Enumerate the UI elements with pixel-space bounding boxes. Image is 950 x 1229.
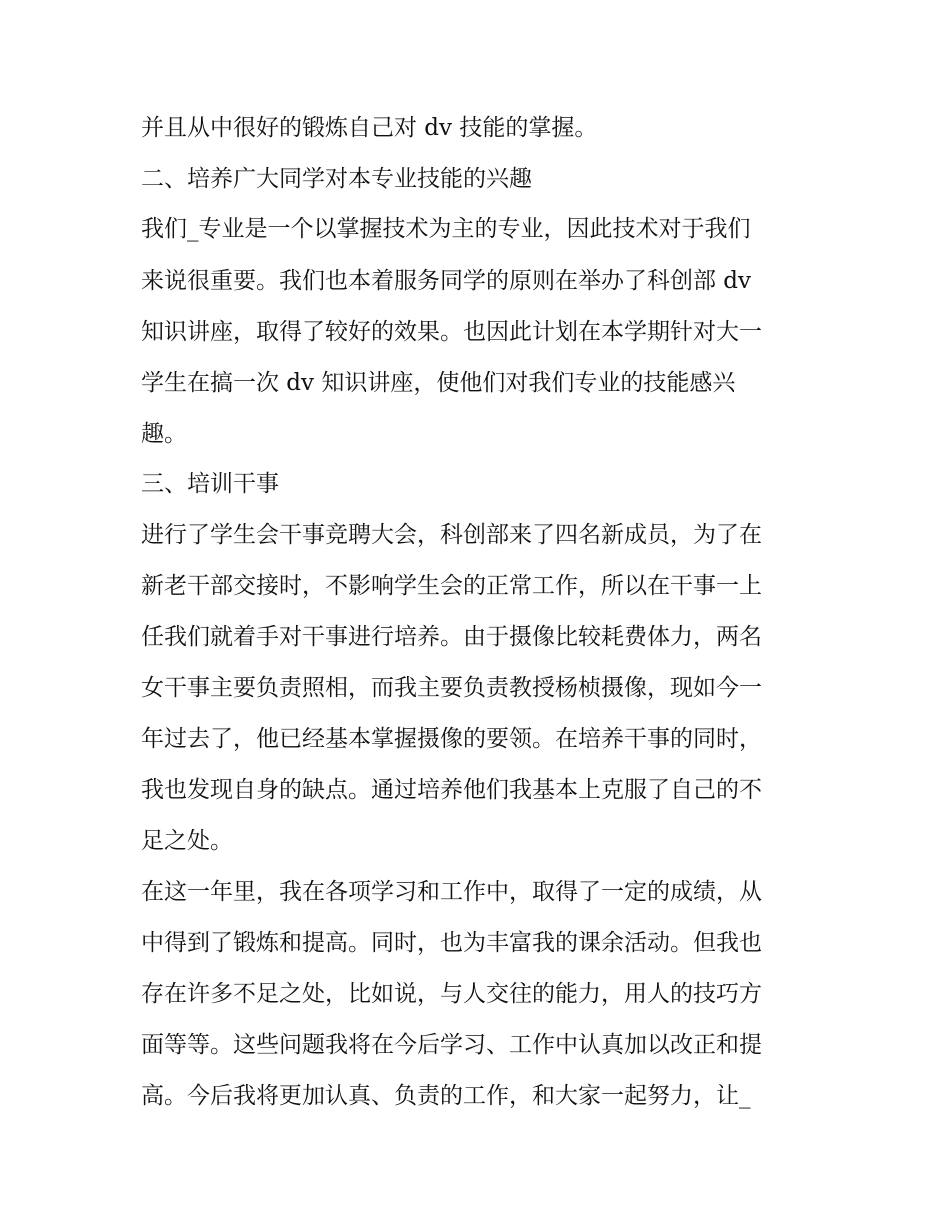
- text-line: 存在许多不足之处，比如说，与人交往的能力，用人的技巧方: [141, 981, 762, 1007]
- text-line: 知识讲座，取得了较好的效果。也因此计划在本学期针对大一: [141, 319, 762, 345]
- section-heading: 三、培训干事: [141, 471, 279, 497]
- text-line: 年过去了，他已经基本掌握摄像的要领。在培养干事的同时，: [141, 726, 762, 752]
- text-line: 新老干部交接时，不影响学生会的正常工作，所以在干事一上: [141, 573, 762, 599]
- text-line: 面等等。这些问题我将在今后学习、工作中认真加以改正和提: [141, 1032, 762, 1058]
- text-line: 高。今后我将更加认真、负责的工作，和大家一起努力，让_: [141, 1083, 751, 1109]
- text-line: 趣。: [141, 421, 187, 447]
- text-line: 在这一年里，我在各项学习和工作中，取得了一定的成绩，从: [141, 879, 762, 905]
- section-heading: 二、培养广大同学对本专业技能的兴趣: [141, 166, 532, 192]
- text-line: 中得到了锻炼和提高。同时，也为丰富我的课余活动。但我也: [141, 930, 762, 956]
- text-line: 任我们就着手对干事进行培养。由于摄像比较耗费体力，两名: [141, 624, 762, 650]
- text-line: 进行了学生会干事竞聘大会，科创部来了四名新成员，为了在: [141, 522, 762, 548]
- text-line: 我也发现自身的缺点。通过培养他们我基本上克服了自己的不: [141, 777, 762, 803]
- text-line: 来说很重要。我们也本着服务同学的原则在举办了科创部 dv: [141, 268, 752, 294]
- text-line: 学生在搞一次 dv 知识讲座，使他们对我们专业的技能感兴: [141, 370, 736, 396]
- text-line: 足之处。: [141, 828, 233, 854]
- text-line: 并且从中很好的锻炼自己对 dv 技能的掌握。: [141, 115, 598, 141]
- text-line: 女干事主要负责照相，而我主要负责教授杨桢摄像，现如今一: [141, 675, 762, 701]
- text-line: 我们_专业是一个以掌握技术为主的专业，因此技术对于我们: [141, 216, 751, 242]
